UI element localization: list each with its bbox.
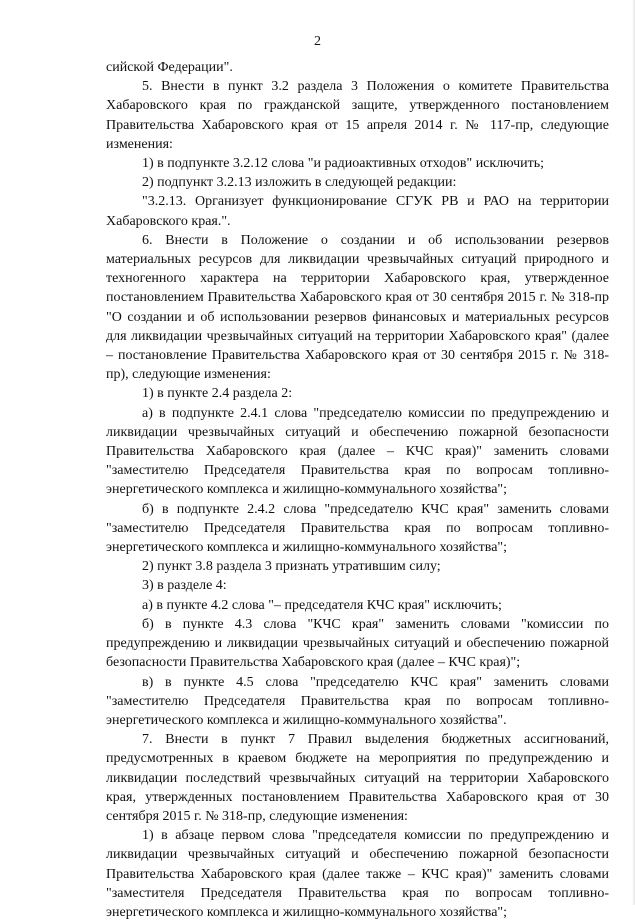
paragraph-item-6-1-b: б) в подпункте 2.4.2 слова "председателю КЧС края" заменить словами "заместителю Председателя Правительства края по вопросам топливно-энергетического комплекса и жилищно-коммунального хозяйства";: [106, 501, 609, 556]
paragraph-item-6-1-a: а) в подпункте 2.4.1 слова "председателю комиссии по предупреждению и ликвидации чрезвычайных ситуаций и обеспечению пожарной безопасности Правительства Хабаровского края (далее – КЧС края)" заменить словами "заместителю Председателя Правительства края по вопросам топливно-энергетического комплекса и жилищно-коммунального хозяйства";: [106, 405, 609, 498]
paragraph-item-7-1: 1) в абзаце первом слова "председателя комиссии по предупреждению и ликвидации чрезвычайных ситуаций и обеспечению пожарной безопасности Правительства Хабаровского края (далее также – КЧС края)" заменить словами "заместителя Председателя Правительства края по вопросам топливно-энергетического комплекса и жилищно-коммунального хозяйства";: [106, 828, 609, 920]
paragraph-item-6-3-a: а) в пункте 4.2 слова "– председателя КЧС края" исключить;: [142, 597, 502, 613]
paragraph-item-6: 6. Внести в Положение о создании и об использовании резервов материальных ресурсов для ликвидации чрезвычайных ситуаций природного и техногенного характера на территории Хабаровского края, утвержденное постановлением Правительства Хабаровского края от 30 сентября 2015 г. № 318-пр "О создании и об использовании резервов финансовых и материальных ресурсов для ликвидации чрезвычайных ситуаций на территории Хабаровского края" (далее – постановление Правительства Хабаровского края от 30 сентября 2015 г. № 318-пр), следующие изменения:: [106, 232, 609, 383]
document-body: [106, 58, 609, 922]
paragraph-item-5-1: 1) в подпункте 3.2.12 слова "и радиоактивных отходов" исключить;: [142, 156, 545, 172]
page-number: 2: [314, 34, 321, 49]
paragraph-item-6-3-v: в) в пункте 4.5 слова "председателю КЧС края" заменить словами "заместителю Председателя Правительства края по вопросам топливно-энергетического комплекса и жилищно-коммунального хозяйства".: [106, 674, 609, 728]
paragraph-item-6-3: 3) в разделе 4:: [142, 578, 227, 594]
paragraph-continuation: сийской Федерации".: [106, 60, 233, 75]
paragraph-item-6-3-b: б) в пункте 4.3 слова "КЧС края" заменить словами "комиссии по предупреждению и ликвидации чрезвычайных ситуаций и обеспечению пожарной безопасности Правительства Хабаровского края (далее – КЧС края)";: [106, 616, 609, 671]
paragraph-item-6-2: 2) пункт 3.8 раздела 3 признать утратившим силу;: [142, 559, 441, 575]
paragraph-item-5-2: 2) подпункт 3.2.13 изложить в следующей редакции:: [142, 175, 457, 191]
paragraph-quote-3-2-13: "3.2.13. Организует функционирование СГУК РВ и РАО на территории Хабаровского края.".: [106, 194, 609, 229]
paragraph-item-6-1: 1) в пункте 2.4 раздела 2:: [142, 386, 293, 402]
paragraph-item-7: 7. Внести в пункт 7 Правил выделения бюджетных ассигнований, предусмотренных в краевом бюджете на мероприятия по предупреждению и ликвидации последствий чрезвычайных ситуаций на территории Хабаровского края, утвержденных постановлением Правительства Хабаровского края от 30 сентября 2015 г. № 318-пр, следующие изменения:: [106, 732, 609, 824]
paragraph-item-5: 5. Внести в пункт 3.2 раздела 3 Положения о комитете Правительства Хабаровского края по гражданской защите, утвержденного постановлением Правительства Хабаровского края от 15 апреля 2014 г. № 117-пр, следующие изменения:: [106, 79, 609, 152]
